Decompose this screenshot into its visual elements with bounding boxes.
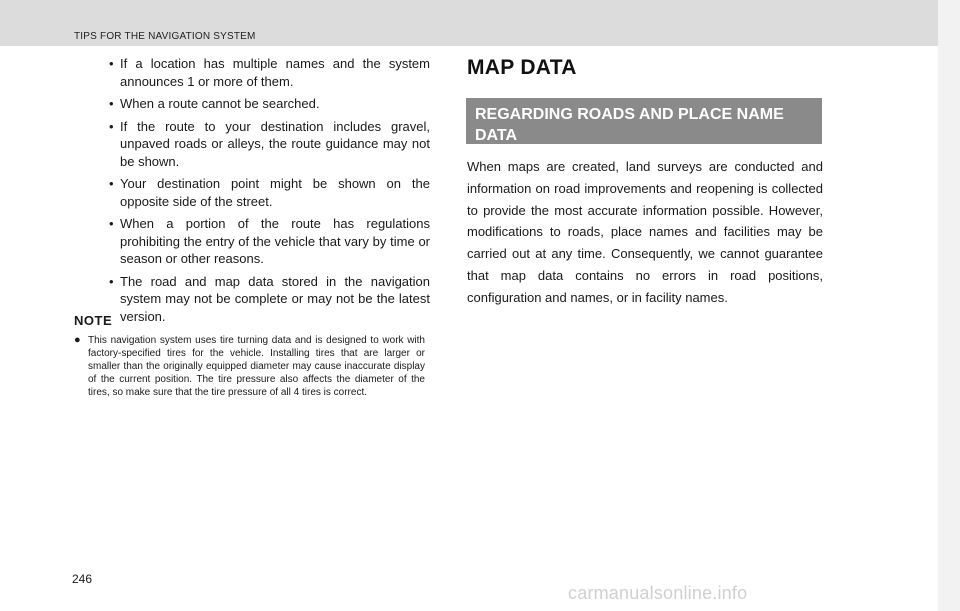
list-item-text: If a location has multiple names and the system announces 1 or more of them. xyxy=(120,56,430,89)
bullet-icon: • xyxy=(109,216,114,231)
subsection-title: REGARDING ROADS AND PLACE NAME DATA xyxy=(475,106,784,144)
left-column xyxy=(80,55,430,330)
list-item xyxy=(80,273,430,326)
section-title: MAP DATA xyxy=(467,56,577,79)
note-body xyxy=(74,334,425,399)
list-item xyxy=(80,215,430,268)
page-number: 246 xyxy=(72,572,93,586)
list-item xyxy=(80,175,430,210)
list-item-text: The road and map data stored in the navigation system may not be complete or may not be the latest version. xyxy=(120,273,430,324)
body-paragraph: When maps are created, land surveys are conducted and information on road improvements and reopening is collected to provide the most accurate information possible. However, modifications to roads, place names and facilities may be carried out at any time. Consequently, we cannot guarantee that map data contains no errors in road positions, configuration and names, or in facility names. xyxy=(467,159,823,305)
note-heading: NOTE xyxy=(74,313,113,328)
list-item-text: When a route cannot be searched. xyxy=(120,96,320,111)
note-bullet-icon: ● xyxy=(74,334,81,346)
list-item xyxy=(80,95,430,113)
bullet-icon: • xyxy=(109,176,114,191)
subsection-banner xyxy=(466,98,822,144)
note-text: This navigation system uses tire turning data and is designed to work with factory-specified tires for the vehicle. Installing tires that are larger or smaller than the originally equipped diameter may cause inaccurate display of the current position. The tire pressure also affects the diameter of the tires, so make sure that the tire pressure of all 4 tires is correct. xyxy=(88,335,425,398)
list-item-text: Your destination point might be shown on the opposite side of the street. xyxy=(120,176,430,209)
bullet-icon: • xyxy=(109,56,114,71)
bullet-icon: • xyxy=(109,118,114,134)
bullet-icon: • xyxy=(109,96,114,111)
list-item-text: When a portion of the route has regulations prohibiting the entry of the vehicle that vary by time or season or other reasons. xyxy=(120,216,430,266)
list-item xyxy=(80,55,430,90)
page-edge-strip xyxy=(938,0,960,611)
list-item xyxy=(80,118,430,171)
list-item-text: If the route to your destination includes gravel, unpaved roads or alleys, the route guidance may not be shown. xyxy=(120,118,430,169)
bullet-icon: • xyxy=(109,273,114,289)
watermark: carmanualsonline.info xyxy=(568,583,748,603)
bullet-list xyxy=(80,55,430,325)
running-header: TIPS FOR THE NAVIGATION SYSTEM xyxy=(74,31,256,42)
